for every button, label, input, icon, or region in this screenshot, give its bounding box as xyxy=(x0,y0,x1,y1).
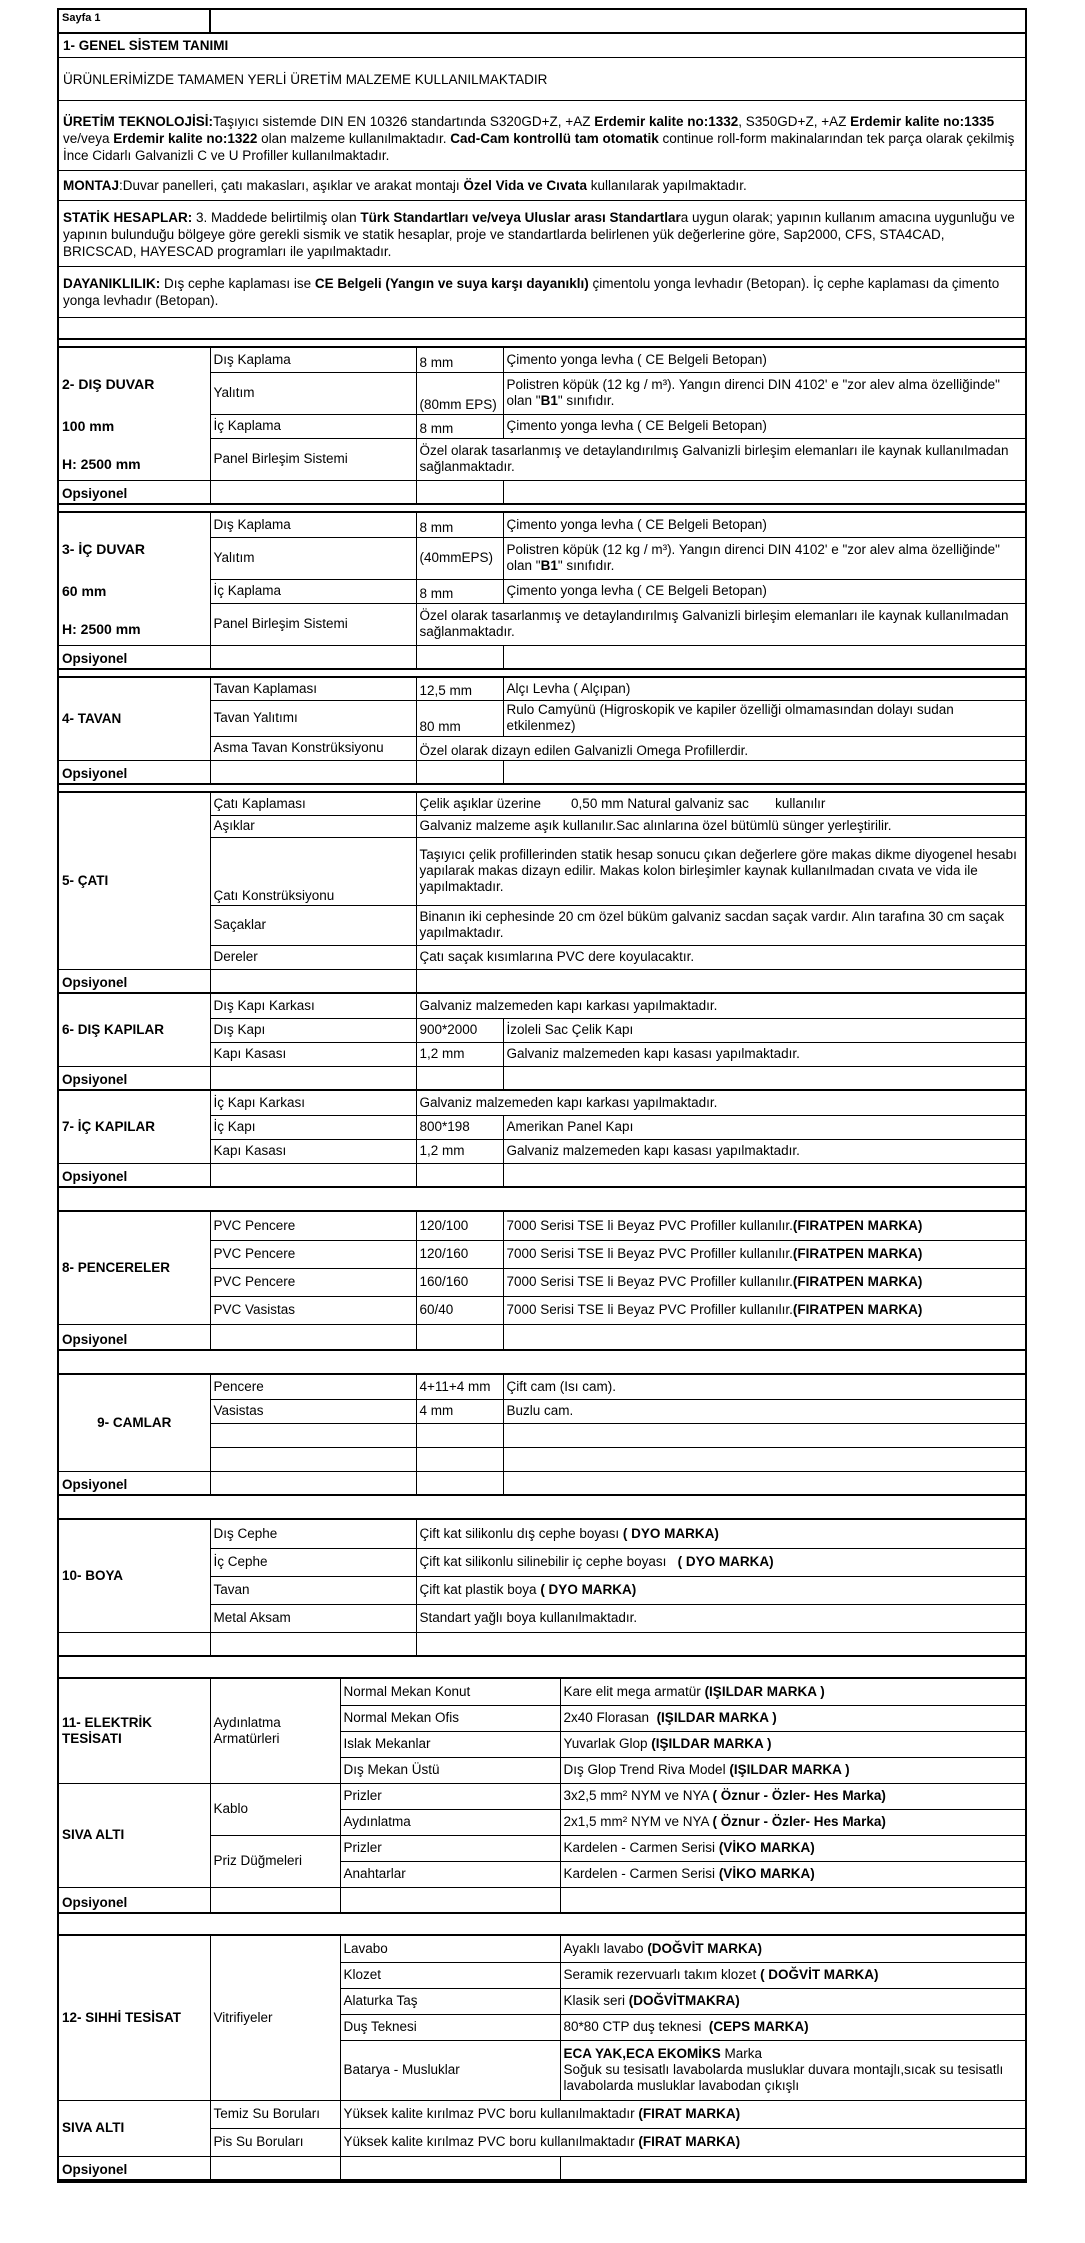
windows-title: 8- PENCERELER xyxy=(59,1212,210,1324)
spec-desc: Buzlu cam. xyxy=(503,1399,1025,1423)
spec-size: 4+11+4 mm xyxy=(416,1375,503,1399)
spec-name: PVC Vasistas xyxy=(210,1296,416,1324)
spec-desc: Çelik aşıklar üzerine 0,50 mm Natural galvaniz sac kullanılır xyxy=(416,793,1025,815)
spec-name: Islak Mekanlar xyxy=(340,1731,560,1757)
spec-name: Pis Su Boruları xyxy=(210,2128,340,2156)
spec-name: Vasistas xyxy=(210,1399,416,1423)
electric-section xyxy=(59,1679,1025,1914)
domestic-statement: ÜRÜNLERİMİZDE TAMAMEN YERLİ ÜRETİM MALZEME KULLANILMAKTADIR xyxy=(59,58,1025,101)
spec-desc: Polistren köpük (12 kg / m³). Yangın direnci DIN 4102' e "zor alev alma özelliğinde" olan "B1" sınıfıdır. xyxy=(503,537,1025,579)
spec-desc: 2x1,5 mm² NYM ve NYA ( Öznur - Özler- Hes Marka) xyxy=(560,1809,1025,1835)
spec-name: Saçaklar xyxy=(210,905,416,945)
spec-size: 1,2 mm xyxy=(416,1042,503,1066)
spec-name: Normal Mekan Konut xyxy=(340,1679,560,1705)
static-calculations: STATİK HESAPLAR: 3. Maddede belirtilmiş olan Türk Standartları ve/veya Uluslar arası Standartlara uygun olarak; yapının kullanım amacına uygunluğu ve yapının bulunduğu bölgeye göre gerekli sismik ve statik hesaplar, proje ve standartlarda belirlenen yük değerlerine göre, Sap2000, CFS, STA4CAD, BRICSCAD, HAYESCAD programları ile yapılmaktadır. xyxy=(59,201,1025,267)
spec-desc: Galvaniz malzemeden kapı karkası yapılmaktadır. xyxy=(416,994,1025,1018)
spec-size: 60/40 xyxy=(416,1296,503,1324)
spec-desc: 7000 Serisi TSE li Beyaz PVC Profiller kullanılır.(FIRATPEN MARKA) xyxy=(503,1268,1025,1296)
spec-desc: Galvaniz malzemeden kapı karkası yapılmaktadır. xyxy=(416,1091,1025,1115)
spec-desc: 2x40 Florasan (IŞILDAR MARKA ) xyxy=(560,1705,1025,1731)
spec-name: Dış Mekan Üstü xyxy=(340,1757,560,1783)
optional-label: Opsiyonel xyxy=(59,1163,210,1187)
spec-name: Alaturka Taş xyxy=(340,1988,560,2014)
optional-label: Opsiyonel xyxy=(59,1471,210,1495)
spec-desc: Seramik rezervuarlı takım klozet ( DOĞVİT MARKA) xyxy=(560,1962,1025,1988)
assembly-note: MONTAJ:Duvar panelleri, çatı makasları, aşıklar ve arakat montajı Özel Vida ve Cıvata kullanılarak yapılmaktadır. xyxy=(59,171,1025,201)
spacer xyxy=(59,505,1025,513)
inner-wall-title: 3- İÇ DUVAR xyxy=(62,540,145,557)
spec-name: Çatı Kaplaması xyxy=(210,793,416,815)
plumbing-title: 12- SIHHİ TESİSAT xyxy=(59,1936,210,2100)
spec-name: Klozet xyxy=(340,1962,560,1988)
spec-name: Yalıtım xyxy=(210,537,416,579)
spec-desc: Alçı Levha ( Alçıpan) xyxy=(503,678,1025,700)
spec-size: 120/160 xyxy=(416,1240,503,1268)
spec-desc: Ayaklı lavabo (DOĞVİT MARKA) xyxy=(560,1936,1025,1962)
general-title: 1- GENEL SİSTEM TANIMI xyxy=(59,34,1025,58)
spec-desc: İzoleli Sac Çelik Kapı xyxy=(503,1018,1025,1042)
spec-name: PVC Pencere xyxy=(210,1268,416,1296)
spec-name: Dış Kaplama xyxy=(210,513,416,537)
spec-name: Yalıtım xyxy=(210,372,416,414)
outer-doors-title: 6- DIŞ KAPILAR xyxy=(59,994,210,1066)
spec-name: Dış Kapı Karkası xyxy=(210,994,416,1018)
spec-desc: Kare elit mega armatür (IŞILDAR MARKA ) xyxy=(560,1679,1025,1705)
spec-name: İç Kapı Karkası xyxy=(210,1091,416,1115)
optional-label: Opsiyonel xyxy=(59,1887,210,1913)
fixtures-group: Vitrifiyeler xyxy=(210,1936,340,2100)
spec-name: PVC Pencere xyxy=(210,1212,416,1240)
spec-name: Tavan xyxy=(210,1576,416,1604)
spec-desc: Çift cam (Isı cam). xyxy=(503,1375,1025,1399)
spec-size: 120/100 xyxy=(416,1212,503,1240)
plumbing-section xyxy=(59,1936,1025,2181)
page-label: Sayfa 1 xyxy=(59,10,1025,34)
spec-name: Anahtarlar xyxy=(340,1861,560,1887)
spec-desc: Galvaniz malzeme aşık kullanılır.Sac alınlarına özel bütümlü sünger yerleştirilir. xyxy=(416,815,1025,837)
spec-name: İç Cephe xyxy=(210,1548,416,1576)
spec-name: Kapı Kasası xyxy=(210,1042,416,1066)
spacer xyxy=(59,1351,1025,1375)
spec-desc: 7000 Serisi TSE li Beyaz PVC Profiller kullanılır.(FIRATPEN MARKA) xyxy=(503,1240,1025,1268)
spacer xyxy=(59,318,1025,340)
spec-name: Çatı Konstrüksiyonu xyxy=(210,837,416,905)
spec-size: 80 mm xyxy=(416,700,503,736)
spec-name: Pencere xyxy=(210,1375,416,1399)
spec-desc: Çift kat silikonlu dış cephe boyası ( DYO MARKA) xyxy=(416,1520,1025,1548)
spec-size: 8 mm xyxy=(416,579,503,603)
spec-desc: Rulo Camyünü (Higroskopik ve kapiler özelliği olmamasından dolayı sudan etkilenmez) xyxy=(503,700,1025,736)
spec-size: 8 mm xyxy=(416,348,503,372)
windows-section xyxy=(59,1212,1025,1351)
ceiling-title: 4- TAVAN xyxy=(59,678,210,760)
spec-desc: Çatı saçak kısımlarına PVC dere koyulacaktır. xyxy=(416,945,1025,969)
switch-group: Priz Düğmeleri xyxy=(210,1835,340,1887)
outer-doors-section xyxy=(59,994,1025,1091)
spacer xyxy=(59,785,1025,793)
spacer xyxy=(59,1496,1025,1520)
spec-name: Panel Birleşim Sistemi xyxy=(210,603,416,645)
spec-name: Kapı Kasası xyxy=(210,1139,416,1163)
spec-size: 160/160 xyxy=(416,1268,503,1296)
glass-title: 9- CAMLAR xyxy=(59,1375,210,1471)
durability-note: DAYANIKLILIK: Dış cephe kaplaması ise CE Belgeli (Yangın ve suya karşı dayanıklı) çimentolu yonga levhadır (Betopan). İç cephe kaplaması da çimento yonga levhadır (Betopan). xyxy=(59,267,1025,318)
spec-desc: Yuvarlak Glop (IŞILDAR MARKA ) xyxy=(560,1731,1025,1757)
spec-name: Metal Aksam xyxy=(210,1604,416,1632)
outer-wall-title: 2- DIŞ DUVAR xyxy=(62,375,155,392)
spec-name: Aşıklar xyxy=(210,815,416,837)
spec-desc: Özel olarak dizayn edilen Galvanizli Omega Profillerdir. xyxy=(416,736,1025,760)
spec-desc: Yüksek kalite kırılmaz PVC boru kullanılmaktadır (FIRAT MARKA) xyxy=(340,2128,1025,2156)
spec-desc: Çift kat plastik boya ( DYO MARKA) xyxy=(416,1576,1025,1604)
spec-desc: Taşıyıcı çelik profillerinden statik hesap sonucu çıkan değerlere göre makas dikme diyogenel hesabı yapılarak makas dizayn edilir. Makas kolon birleşimler kaynak kullanılmadan cıvata ve vida ile yapılmaktadır. xyxy=(416,837,1025,905)
spacer xyxy=(59,340,1025,348)
spec-desc: Polistren köpük (12 kg / m³). Yangın direnci DIN 4102' e "zor alev alma özelliğinde" olan "B1" sınıfıdır. xyxy=(503,372,1025,414)
spacer xyxy=(59,1914,1025,1936)
spec-name: Dış Kaplama xyxy=(210,348,416,372)
spec-size: (80mm EPS) xyxy=(416,372,503,414)
spec-desc: Yüksek kalite kırılmaz PVC boru kullanılmaktadır (FIRAT MARKA) xyxy=(340,2100,1025,2128)
spacer xyxy=(59,670,1025,678)
outer-wall-section xyxy=(59,348,1025,505)
spec-name: Tavan Kaplaması xyxy=(210,678,416,700)
spec-desc: Özel olarak tasarlanmış ve detaylandırılmış Galvanizli birleşim elemanları ile kaynak kullanılmadan sağlanmaktadır. xyxy=(416,603,1025,645)
spec-name: Temiz Su Boruları xyxy=(210,2100,340,2128)
spec-desc: Çimento yonga levha ( CE Belgeli Betopan) xyxy=(503,348,1025,372)
spec-desc: Kardelen - Carmen Serisi (VİKO MARKA) xyxy=(560,1861,1025,1887)
spacer xyxy=(59,1657,1025,1679)
spec-desc: Çimento yonga levha ( CE Belgeli Betopan) xyxy=(503,513,1025,537)
plumbing-subtitle: SIVA ALTI xyxy=(59,2100,210,2156)
inner-wall-thickness: 60 mm xyxy=(62,582,107,599)
electric-title: 11- ELEKTRİK TESİSATI xyxy=(59,1679,210,1783)
glass-section xyxy=(59,1375,1025,1496)
spec-name: Dış Cephe xyxy=(210,1520,416,1548)
production-technology: ÜRETİM TEKNOLOJİSİ:Taşıyıcı sistemde DIN EN 10326 standartında S320GD+Z, +AZ Erdemir kalite no:1332, S350GD+Z, +AZ Erdemir kalite no:1335 ve/veya Erdemir kalite no:1322 olan malzeme kullanılmaktadır. Cad-Cam kontrollü tam otomatik continue roll-form makinalarından tek parça olarak çekilmiş İnce Cidarlı Galvanizli C ve U Profiller kullanılmaktadır. xyxy=(59,101,1025,171)
spec-size: (40mmEPS) xyxy=(416,537,503,579)
optional-label: Opsiyonel xyxy=(59,645,210,669)
spec-desc: ECA YAK,ECA EKOMİKS Marka Soğuk su tesisatlı lavabolarda musluklar duvara montajlı,sıcak su tesisatlı lavabolarda musluklar lavabodan çıkışlı xyxy=(560,2040,1025,2100)
spec-desc: Binanın iki cephesinde 20 cm özel büküm galvaniz sacdan saçak vardır. Alın tarafına 30 cm saçak yapılmaktadır. xyxy=(416,905,1025,945)
spec-name: Prizler xyxy=(340,1835,560,1861)
roof-section xyxy=(59,793,1025,994)
outer-wall-header xyxy=(59,348,210,480)
spec-name: İç Kapı xyxy=(210,1115,416,1139)
optional-label: Opsiyonel xyxy=(59,969,210,993)
optional-label: Opsiyonel xyxy=(59,760,210,784)
spec-name: Aydınlatma xyxy=(340,1809,560,1835)
lighting-group: Aydınlatma Armatürleri xyxy=(210,1679,340,1783)
spacer xyxy=(59,1188,1025,1212)
electric-subtitle: SIVA ALTI xyxy=(59,1783,210,1887)
outer-wall-height: H: 2500 mm xyxy=(62,455,141,472)
spec-name: Dereler xyxy=(210,945,416,969)
spec-name: Panel Birleşim Sistemi xyxy=(210,438,416,480)
spec-desc: 80*80 CTP duş teknesi (CEPS MARKA) xyxy=(560,2014,1025,2040)
optional-label: Opsiyonel xyxy=(59,1066,210,1090)
spec-desc: Standart yağlı boya kullanılmaktadır. xyxy=(416,1604,1025,1632)
spec-size: 4 mm xyxy=(416,1399,503,1423)
spec-name: Normal Mekan Ofis xyxy=(340,1705,560,1731)
spec-size: 8 mm xyxy=(416,414,503,438)
spec-desc: 3x2,5 mm² NYM ve NYA ( Öznur - Özler- Hes Marka) xyxy=(560,1783,1025,1809)
spec-name: PVC Pencere xyxy=(210,1240,416,1268)
spec-name: İç Kaplama xyxy=(210,579,416,603)
spec-desc: 7000 Serisi TSE li Beyaz PVC Profiller kullanılır.(FIRATPEN MARKA) xyxy=(503,1296,1025,1324)
spec-name: İç Kaplama xyxy=(210,414,416,438)
spec-desc: Klasik seri (DOĞVİTMAKRA) xyxy=(560,1988,1025,2014)
spec-name: Asma Tavan Konstrüksiyonu xyxy=(210,736,416,760)
inner-doors-section xyxy=(59,1091,1025,1188)
paint-title: 10- BOYA xyxy=(59,1520,210,1632)
spec-name: Batarya - Musluklar xyxy=(340,2040,560,2100)
spec-desc: 7000 Serisi TSE li Beyaz PVC Profiller kullanılır.(FIRATPEN MARKA) xyxy=(503,1212,1025,1240)
spec-name: Duş Teknesi xyxy=(340,2014,560,2040)
inner-wall-header xyxy=(59,513,210,645)
spec-desc: Dış Glop Trend Riva Model (IŞILDAR MARKA ) xyxy=(560,1757,1025,1783)
spec-name: Dış Kapı xyxy=(210,1018,416,1042)
spec-size: 8 mm xyxy=(416,513,503,537)
spec-size: 900*2000 xyxy=(416,1018,503,1042)
paint-section xyxy=(59,1520,1025,1657)
outer-wall-thickness: 100 mm xyxy=(62,417,115,434)
optional-label: Opsiyonel xyxy=(59,2156,210,2180)
spec-sheet xyxy=(57,8,1027,2183)
cable-group: Kablo xyxy=(210,1783,340,1835)
spec-desc: Kardelen - Carmen Serisi (VİKO MARKA) xyxy=(560,1835,1025,1861)
inner-wall-height: H: 2500 mm xyxy=(62,620,141,637)
spec-name: Tavan Yalıtımı xyxy=(210,700,416,736)
spec-size: 800*198 xyxy=(416,1115,503,1139)
spec-desc: Galvaniz malzemeden kapı kasası yapılmaktadır. xyxy=(503,1139,1025,1163)
inner-doors-title: 7- İÇ KAPILAR xyxy=(59,1091,210,1163)
spec-desc: Çift kat silikonlu silinebilir iç cephe boyası ( DYO MARKA) xyxy=(416,1548,1025,1576)
inner-wall-section xyxy=(59,513,1025,670)
spec-desc: Amerikan Panel Kapı xyxy=(503,1115,1025,1139)
spec-size: 12,5 mm xyxy=(416,678,503,700)
optional-label: Opsiyonel xyxy=(59,1324,210,1350)
spec-name: Lavabo xyxy=(340,1936,560,1962)
roof-title: 5- ÇATI xyxy=(59,793,210,969)
spec-desc: Çimento yonga levha ( CE Belgeli Betopan) xyxy=(503,579,1025,603)
ceiling-section xyxy=(59,678,1025,785)
spec-desc: Çimento yonga levha ( CE Belgeli Betopan) xyxy=(503,414,1025,438)
spec-desc: Özel olarak tasarlanmış ve detaylandırılmış Galvanizli birleşim elemanları ile kaynak kullanılmadan sağlanmaktadır. xyxy=(416,438,1025,480)
spec-name: Prizler xyxy=(340,1783,560,1809)
optional-label: Opsiyonel xyxy=(59,480,210,504)
spec-size: 1,2 mm xyxy=(416,1139,503,1163)
spec-desc: Galvaniz malzemeden kapı kasası yapılmaktadır. xyxy=(503,1042,1025,1066)
